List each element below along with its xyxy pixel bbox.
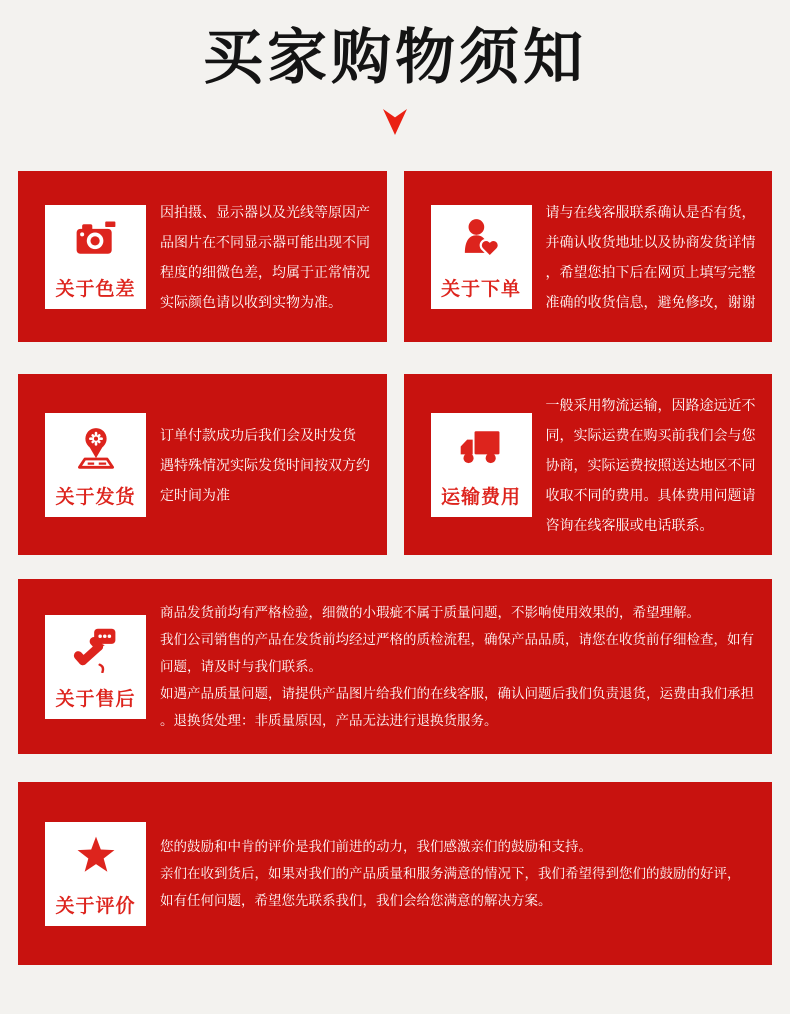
text-line: 并确认收货地址以及协商发货详情 [545,233,756,250]
text-line: 商品发货前均有严格检验，细微的小瑕疵不属于质量问题，不影响使用效果的，希望理解。 [160,605,700,620]
card-text [160,420,382,510]
notice-cards [18,171,772,965]
card-ordering [404,171,773,342]
text-line: 一般采用物流运输，因路途远近不 [545,396,756,413]
icon-tile [431,413,532,517]
card-label: 关于色差 [55,278,136,300]
text-line: 亲们在收到货后，如果对我们的产品质量和服务满意的情况下，我们希望得到您们的鼓励的好评， [160,866,741,881]
card-row-1 [18,171,772,342]
card-row-4 [18,782,772,965]
text-line: 协商，实际运费按照送达地区不同 [545,456,756,473]
card-label: 关于下单 [440,278,521,300]
star-icon [45,822,146,891]
card-reviews [18,782,772,965]
text-line: 如有任何问题，希望您先联系我们，我们会给您满意的解决方案。 [160,893,552,908]
card-text [160,833,753,914]
card-shipping [18,374,387,555]
card-color-difference [18,171,387,342]
text-line: 您的鼓励和中肯的评价是我们前进的动力，我们感激亲们的鼓励和支持。 [160,839,592,854]
text-line: 准确的收货信息，避免修改，谢谢 [545,293,756,310]
card-label: 运输费用 [440,486,521,508]
text-line: ，希望您拍下后在网页上填写完整 [545,263,756,280]
text-line: 问题，请及时与我们联系。 [160,659,322,674]
down-arrow-icon [383,109,407,135]
card-label: 关于售后 [55,688,136,710]
text-line: 遇特殊情况实际发货时间按双方约 [160,456,370,473]
card-label: 关于评价 [55,895,136,917]
card-row-3 [18,579,772,754]
user-heart-icon [431,205,532,274]
card-label: 关于发货 [55,486,136,508]
map-pin-icon [45,413,146,482]
text-line: 因拍摄、显示器以及光线等原因产 [160,203,370,220]
text-line: 我们公司销售的产品在发货前均经过严格的质检流程，确保产品品质，请您在收货前仔细检查，如有 [160,632,754,647]
text-line: 请与在线客服联系确认是否有货， [545,203,756,220]
text-line: 定时间为准 [160,486,230,503]
text-line: 。退换货处理：非质量原因，产品无法进行退换货服务。 [160,713,498,728]
phone-chat-icon [45,615,146,684]
card-text [160,599,766,734]
text-line: 实际颜色请以收到实物为准。 [160,293,342,310]
truck-icon [431,413,532,482]
text-line: 品图片在不同显示器可能出现不同 [160,233,370,250]
text-line: 程度的细微色差，均属于正常情况 [160,263,370,280]
card-text [160,197,382,317]
text-line: 同，实际运费在购买前我们会与您 [545,426,756,443]
card-freight-fee [404,374,773,555]
text-line: 收取不同的费用。具体费用问题请 [545,486,756,503]
text-line: 如遇产品质量问题，请提供产品图片给我们的在线客服，确认问题后我们负责退货，运费由我们承担 [160,686,754,701]
card-row-2 [18,374,772,555]
icon-tile [45,205,146,309]
card-text [546,197,768,317]
text-line: 咨询在线客服或电话联系。 [545,516,714,533]
camera-icon [45,205,146,274]
icon-tile [45,615,146,719]
icon-tile [45,822,146,926]
card-text [546,390,768,540]
card-after-sales [18,579,772,754]
text-line: 订单付款成功后我们会及时发货 [160,426,356,443]
icon-tile [431,205,532,309]
page-header [0,0,790,135]
icon-tile [45,413,146,517]
page-title: 买家购物须知 [203,23,587,93]
